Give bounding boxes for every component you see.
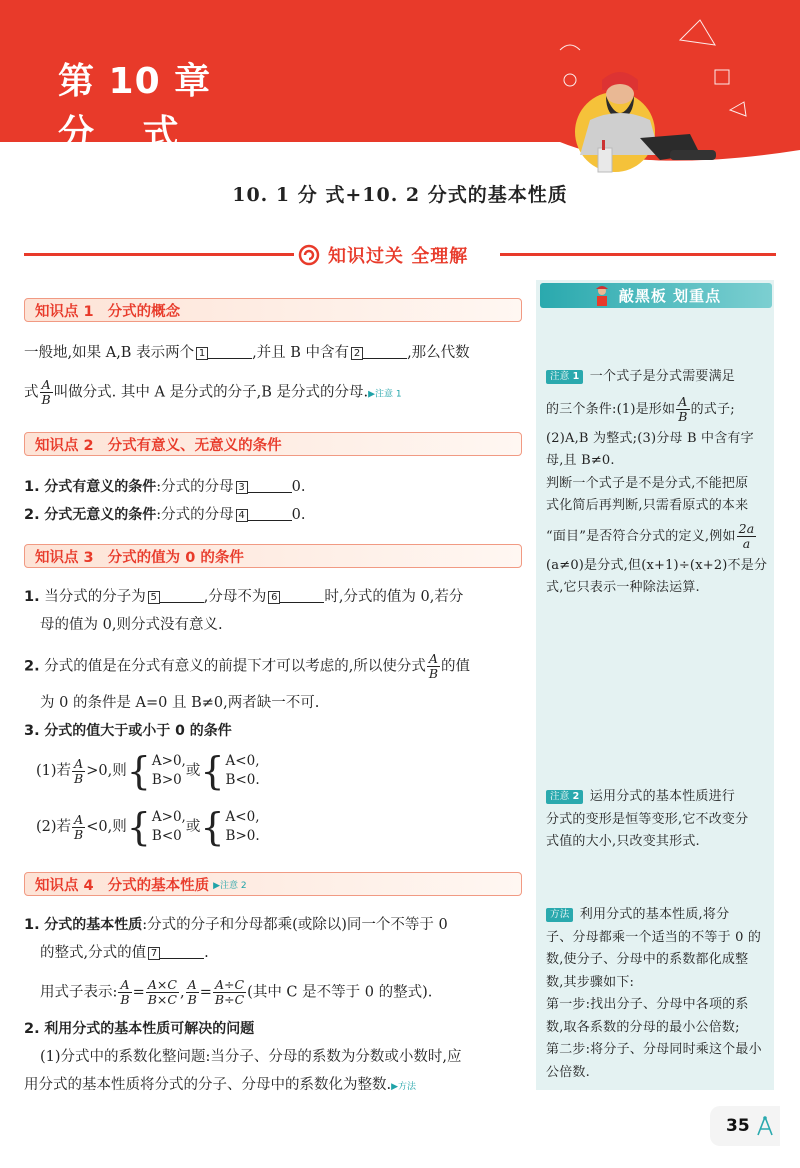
item-text: 用分式的基本性质将分式的分子、分母中的系数化为整数. [24,1077,392,1093]
numerator: A [187,977,197,992]
header-rule-left [24,253,294,256]
note-line: 式,它只表示一种除法运算. [546,580,700,595]
fraction-a-over-b [72,757,85,786]
item-number: 2. [24,658,40,675]
kp1-header [24,298,522,322]
numerator: A [74,755,84,771]
blank-number-6: 6 [268,591,280,604]
item-end: 0. [291,507,306,523]
item-text: 的整式,分式的值 [40,945,147,961]
denominator: B [678,408,688,424]
kp3-header [24,544,522,568]
chapter-number: 第 10 章 [58,61,212,102]
condition-2 [36,805,536,849]
sys-line: B>0 [151,772,182,788]
fraction-a-over-b [427,652,440,681]
note-tag-number: 2 [572,791,580,802]
kp1-text-c: ,那么代数 [407,345,470,361]
numerator: A [678,393,688,409]
fraction-a-over-b [676,395,689,424]
teacher-icon [591,285,613,307]
blank-number-3: 3 [236,481,248,494]
fraction-a-over-b [72,813,85,842]
kp3-label: 知识点 3 [35,549,94,566]
method-link: ▶方法 [391,1082,417,1092]
item-text: 时,分式的值为 0,若分 [324,589,464,605]
denominator: B [120,992,130,1007]
formula-prefix: 用式子表示: [40,984,118,1001]
note-line: 数,其步骤如下: [546,974,635,990]
method-tag-text: 方法 [550,909,570,920]
note-line: 的式子; [690,401,735,417]
kp1-name: 分式的概念 [107,303,181,320]
kp3-item2-cont: 为 0 的条件是 A=0 且 B≠0,两者缺一不可. [40,695,320,711]
numerator: A÷C [215,977,245,992]
numerator: A [120,977,130,992]
note-line: (a≠0)是分式,但(x+1)÷(x+2)不是分 [546,557,768,573]
denominator: B [74,826,84,842]
numerator: A×C [147,977,177,992]
answer-blank-6 [280,589,324,603]
item-text: :分式的分母 [156,507,234,523]
note-line: 公倍数. [546,1064,590,1080]
page-number: 35 [726,1116,750,1136]
system-1: { A>0, B>0 [126,749,186,793]
item-number: 3. [24,723,40,739]
blackboard-header [540,283,772,308]
page-number-badge [710,1106,780,1146]
compass-icon [754,1115,776,1137]
item-text: :分式的分母 [156,479,234,495]
sys-line: A>0, [151,753,186,769]
note-line: 判断一个式子是不是分式,不能把原 [546,475,749,491]
note-line: 的三个条件:(1)是形如 [546,401,676,417]
note-tag [546,370,583,384]
chapter-heading [58,62,211,154]
kp4-item2 [24,1018,524,1040]
cond-prefix: (1)若 [36,763,72,779]
denominator: a [742,535,751,551]
fraction-2a-over-a [737,522,757,551]
note-line: 一个式子是分式需要满足 [589,369,735,384]
note-line: 数,使分子、分母中的系数都化成整 [546,952,749,967]
system-4: { A<0, B>0. [200,805,260,849]
fraction [118,978,131,1007]
condition-1 [36,749,536,793]
note-line: 母,且 B≠0. [546,453,615,468]
kp4-header [24,872,522,896]
kp4-item2-line2 [24,1074,524,1098]
item-text: 分式的值是在分式有意义的前提下才可以考虑的,所以使分式 [44,658,426,675]
blackboard-header-text: 敲黑板 划重点 [618,287,722,305]
sys-line: B<0. [225,772,260,788]
kp3-item1 [24,586,524,608]
note-2 [546,786,768,854]
sys-line: A<0, [225,809,260,825]
note-line: 利用分式的基本性质,将分 [579,907,730,922]
item-number: 1. [24,917,40,933]
item-heading: 利用分式的基本性质可解决的问题 [44,1021,255,1037]
note-line: 式值的大小,只改变其形式. [546,834,700,849]
item-heading: 分式有意义的条件 [44,479,157,495]
sys-line: B<0 [151,828,182,844]
or-word: 或 [185,819,201,835]
kp2-item2 [24,504,524,526]
blank-number-1: 1 [196,347,208,360]
kp2-item1 [24,476,524,498]
or-word: 或 [185,763,201,779]
kp1-line1 [24,342,524,364]
item-end: . [204,945,209,961]
note-line: 分式的变形是恒等变形,它不改变分 [546,811,749,827]
sys-line: A<0, [225,753,260,769]
system-3: { A>0, B<0 [126,805,186,849]
answer-blank-5 [160,589,204,603]
note-2-link: ▶注意 2 [213,880,247,891]
denominator: B [41,392,51,407]
cond-prefix: (2)若 [36,819,72,835]
kp2-header [24,432,522,456]
knowledge-header [296,240,468,270]
kp3-name: 分式的值为 0 的条件 [107,549,244,566]
item-text: 的值 [441,658,471,675]
note-tag-text: 注意 [550,371,570,382]
formula-suffix: (其中 C 是不等于 0 的整式). [247,984,433,1001]
item-number: 1. [24,479,40,495]
answer-blank-4 [248,507,292,521]
item-number: 2. [24,1021,40,1037]
note-line: 数,取各系数的分母的最小公倍数; [546,1019,740,1035]
header-rule-right [500,253,776,256]
blank-number-5: 5 [148,591,160,604]
item-heading: 分式的基本性质 [44,917,143,933]
answer-blank-1 [208,345,252,359]
spiral-icon [296,243,322,267]
kp4-label: 知识点 4 [35,877,94,894]
answer-blank-7 [160,945,204,959]
note-tag-text: 注意 [550,791,570,802]
item-end: 0. [291,479,306,495]
note-tag [546,790,583,804]
kp1-line2 [24,378,524,407]
system-2: { A<0, B<0. [200,749,260,793]
note-1-link: ▶注意 1 [368,389,402,400]
note-line: 子、分母都乘一个适当的不等于 0 的 [546,929,762,945]
note-line: 第二步:将分子、分母同时乘这个最小 [546,1042,762,1057]
item-number: 2. [24,507,40,523]
cond-op: <0,则 [86,819,127,835]
mascot-illustration [540,10,770,175]
kp2-label: 知识点 2 [35,437,94,454]
note-tag-number: 1 [572,371,580,382]
numerator: A [41,377,51,392]
denominator: B÷C [214,992,245,1007]
kp4-item1 [24,914,524,936]
answer-blank-3 [248,479,292,493]
denominator: B [187,992,197,1007]
note-1 [546,366,768,600]
section-title: 10. 1 分 式+10. 2 分式的基本性质 [232,184,568,206]
item-heading: 分式无意义的条件 [44,507,157,523]
item-heading: 分式的值大于或小于 0 的条件 [44,723,232,739]
cond-op: >0,则 [86,763,127,779]
fraction [186,978,199,1007]
fraction-a-over-b [40,378,53,407]
kp4-item2-line1: (1)分式中的系数化整问题:当分子、分母的系数为分数或小数时,应 [40,1049,462,1065]
kp4-item1-cont [24,942,524,964]
kp2-name: 分式有意义、无意义的条件 [107,437,282,454]
kp3-item2 [24,652,524,681]
note-line: 运用分式的基本性质进行 [589,789,735,804]
note-line: 式化简后再判断,只需看原式的本来 [546,498,749,513]
method-note [546,904,768,1084]
blank-number-7: 7 [148,947,160,960]
method-tag [546,908,573,922]
kp3-item3 [24,720,524,742]
chapter-title: 分 式 [58,113,197,154]
kp1-text-e: 叫做分式. 其中 A 是分式的分子,B 是分式的分母. [53,384,369,401]
kp3-item1-cont: 母的值为 0,则分式没有意义. [40,617,223,633]
kp4-name: 分式的基本性质 [107,877,210,894]
denominator: B [428,666,439,681]
numerator: A [74,811,84,827]
note-line: 第一步:找出分子、分母中各项的系 [546,997,749,1012]
numerator: A [428,651,438,666]
fraction [146,978,179,1007]
kp1-label: 知识点 1 [35,303,94,320]
answer-blank-2 [363,345,407,359]
note-line: (2)A,B 为整式;(3)分母 B 中含有字 [546,430,754,446]
item-number: 1. [24,589,40,605]
numerator: 2a [738,520,755,536]
denominator: B×C [147,992,177,1007]
fraction [213,978,246,1007]
blank-number-4: 4 [236,509,248,522]
blank-number-2: 2 [351,347,363,360]
item-text: ,分母不为 [203,589,267,605]
item-text: 当分式的分子为 [44,589,146,605]
kp4-formula: 用式子表示: $\frac{A}{B}$ = $\frac{A\times C}{B\times C}$ , $\frac{A}{B}$ = $\frac{A\div C}{B\div C}$ (其中 C 是不等于 0 的整式). [40,977,433,1007]
kp1-text-b: ,并且 B 中含有 [252,345,350,361]
sys-line: B>0. [225,828,260,844]
sys-line: A>0, [151,809,186,825]
note-line: “面目”是否符合分式的定义,例如 [546,528,736,544]
kp1-text-d: 式 [24,384,39,401]
denominator: B [74,770,84,786]
knowledge-header-text: 知识过关 全理解 [328,246,469,267]
kp1-text-a: 一般地,如果 A,B 表示两个 [24,345,195,361]
item-text: :分式的分子和分母都乘(或除以)同一个不等于 0 [142,917,448,933]
